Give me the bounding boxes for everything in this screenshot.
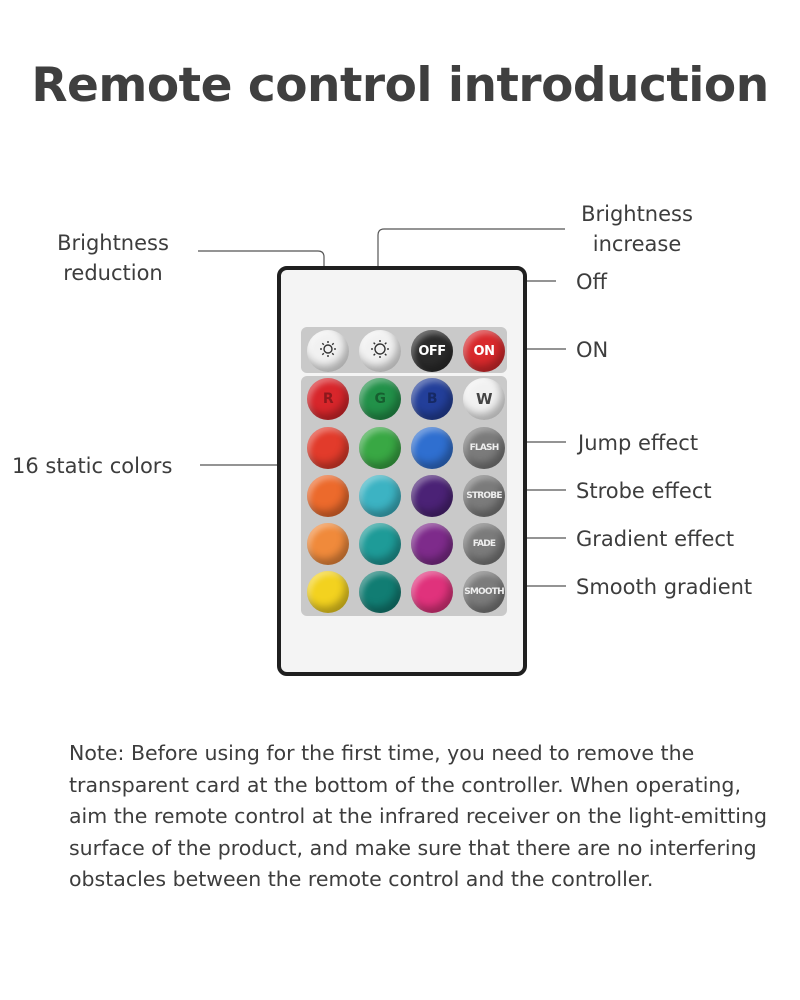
fade-button[interactable] — [463, 523, 505, 565]
label-gradient: Gradient effect — [576, 527, 735, 551]
label-smooth: Smooth gradient — [576, 575, 753, 599]
brightness-up-button[interactable] — [359, 330, 401, 372]
brightness-down-button[interactable] — [307, 330, 349, 372]
color-button[interactable] — [411, 475, 453, 517]
color-button[interactable] — [307, 475, 349, 517]
button-label: OFF — [418, 343, 446, 359]
blue-button[interactable] — [411, 378, 453, 420]
strobe-button[interactable] — [463, 475, 505, 517]
off-button[interactable] — [411, 330, 453, 372]
button-label: FLASH — [469, 443, 499, 453]
label-static-colors: 16 static colors — [12, 454, 173, 478]
button-label: SMOOTH — [464, 587, 504, 597]
button-label: R — [322, 391, 334, 407]
flash-button[interactable] — [463, 427, 505, 469]
label-brightness-increase — [572, 199, 702, 259]
color-button[interactable] — [307, 523, 349, 565]
red-button[interactable] — [307, 378, 349, 420]
button-label: W — [475, 390, 493, 408]
label-line: increase — [592, 232, 682, 256]
color-button[interactable] — [359, 523, 401, 565]
color-button[interactable] — [411, 523, 453, 565]
smooth-button[interactable] — [463, 571, 505, 613]
label-brightness-reduction — [48, 228, 178, 288]
on-button[interactable] — [463, 330, 505, 372]
sun-small-icon — [316, 337, 340, 365]
color-button[interactable] — [411, 427, 453, 469]
color-button[interactable] — [307, 427, 349, 469]
color-button[interactable] — [359, 571, 401, 613]
label-line: Brightness — [57, 231, 169, 255]
label-jump: Jump effect — [578, 431, 699, 455]
usage-note: Note: Before using for the first time, you need to remove the transparent card at the bottom of the controller. When operating, aim the remote control at the infrared receiver on the light-emitting surface of the product, and make sure that there are no interfering obstacles between the remote control and the controller. — [69, 741, 767, 891]
color-button[interactable] — [359, 475, 401, 517]
page-title: Remote control introduction — [31, 58, 769, 113]
label-on: ON — [576, 338, 609, 362]
button-label: STROBE — [466, 491, 502, 501]
color-button[interactable] — [359, 427, 401, 469]
button-label: ON — [473, 343, 495, 359]
button-label: FADE — [472, 539, 496, 549]
color-button[interactable] — [411, 571, 453, 613]
color-button[interactable] — [307, 571, 349, 613]
button-label: B — [426, 391, 438, 407]
label-off: Off — [576, 270, 607, 294]
sun-large-icon — [368, 337, 392, 365]
green-button[interactable] — [359, 378, 401, 420]
remote-control — [277, 266, 527, 676]
label-line: Brightness — [581, 202, 693, 226]
label-line: reduction — [63, 261, 163, 285]
label-strobe: Strobe effect — [576, 479, 712, 503]
button-label: G — [374, 391, 386, 407]
white-button[interactable] — [463, 378, 505, 420]
